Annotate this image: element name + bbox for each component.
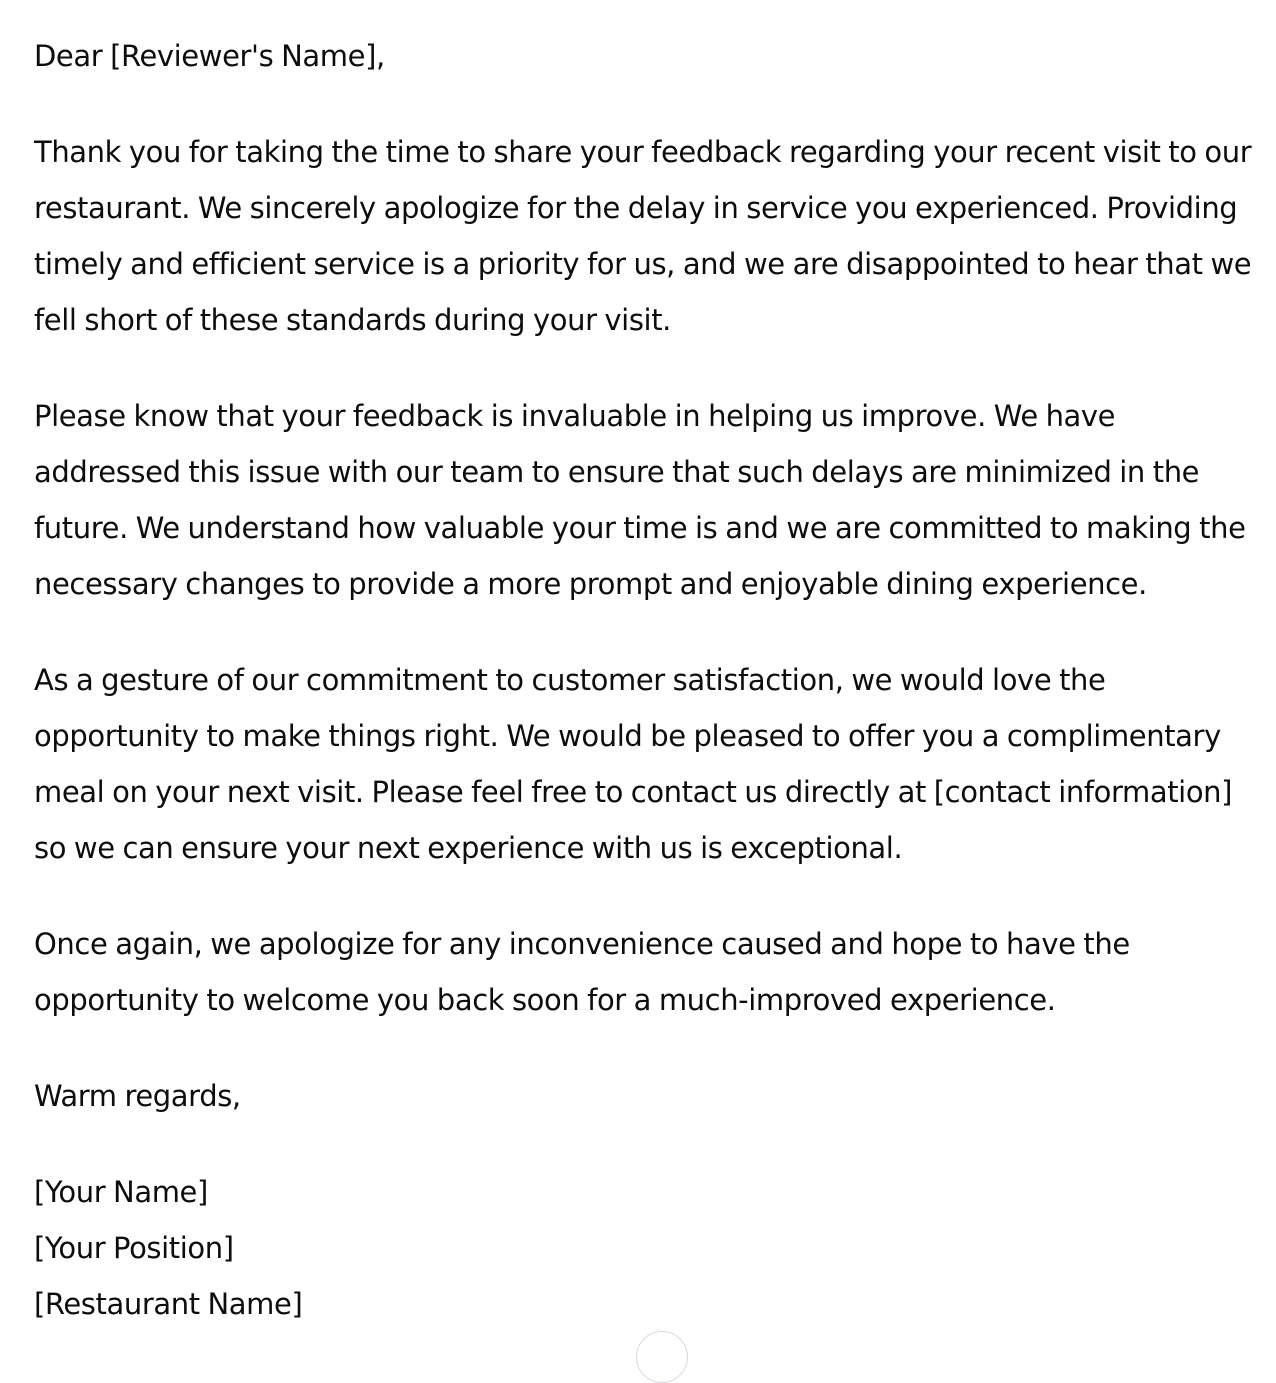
letter-paragraph-1: Thank you for taking the time to share your feedback regarding your recent visit to our restaurant. We sincerely apologize for the delay in service you experienced. Providing timely and efficient service is a priority for us, and we are disappointed to hear that we fell short of these standards during your visit. — [34, 135, 1252, 337]
letter-paragraph-2: Please know that your feedback is invaluable in helping us improve. We have addressed this issue with our team to ensure that such delays are minimized in the future. We understand how valuable your time is and we are committed to making the necessary changes to provide a more prompt and enjoyable dining experience. — [34, 399, 1246, 601]
letter-signature — [34, 1164, 1264, 1332]
assistant-message — [34, 28, 1264, 1332]
signature-name: [Your Name] — [34, 1175, 208, 1209]
letter-closing: Warm regards, — [34, 1079, 241, 1113]
letter-paragraph-3: As a gesture of our commitment to customer satisfaction, we would love the opportunity to make things right. We would be pleased to offer you a complimentary meal on your next visit. Please feel free to contact us directly at [contact information] so we can ensure your next experience with us is exceptional. — [34, 663, 1233, 865]
letter-greeting: Dear [Reviewer's Name], — [34, 39, 385, 73]
signature-restaurant: [Restaurant Name] — [34, 1287, 303, 1321]
signature-position: [Your Position] — [34, 1231, 234, 1265]
letter-paragraph-4: Once again, we apologize for any inconvenience caused and hope to have the opportunity to welcome you back soon for a much-improved experience. — [34, 927, 1130, 1017]
